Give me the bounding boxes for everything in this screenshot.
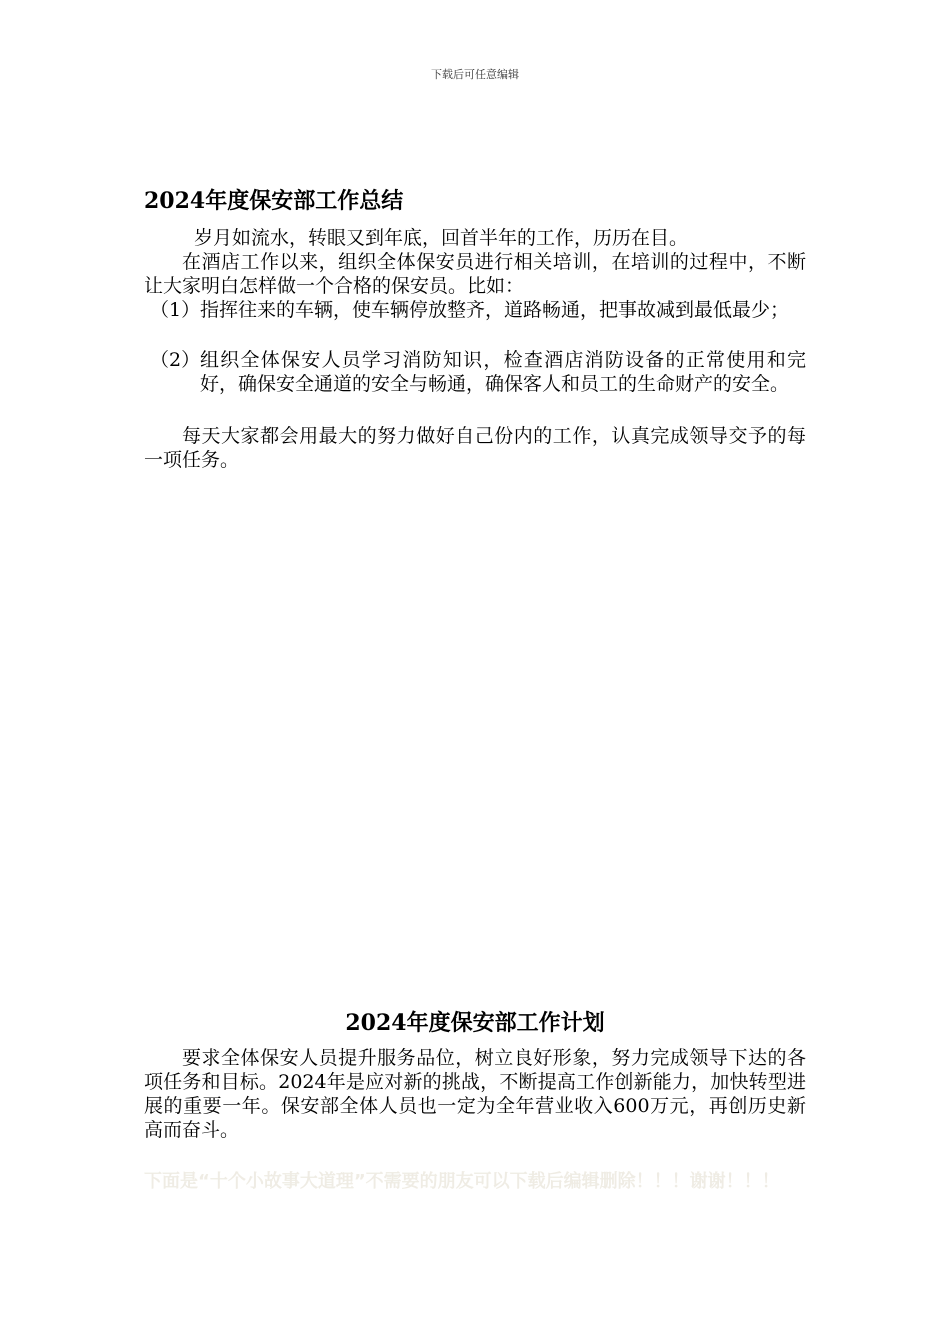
list-item-text: 组织全体保安人员学习消防知识，检查酒店消防设备的正常使用和完好，确保安全通道的安全与畅通，确保客人和员工的生命财产的安全。	[200, 349, 806, 395]
summary-training-paragraph: 在酒店工作以来，组织全体保安员进行相关培训，在培训的过程中，不断让大家明白怎样做一个合格的保安员。比如：	[144, 251, 806, 297]
plan-title: 2024年度保安部工作计划	[345, 1010, 605, 1036]
summary-title: 2024年度保安部工作总结	[144, 188, 404, 214]
summary-closing-paragraph: 每天大家都会用最大的努力做好自己份内的工作，认真完成领导交予的每一项任务。	[144, 425, 806, 471]
summary-intro-paragraph: 岁月如流水，转眼又到年底，回首半年的工作，历历在目。	[194, 227, 689, 249]
list-item	[150, 298, 806, 322]
footer-deletion-note: 下面是“十个小故事大道理”不需要的朋友可以下载后编辑删除！！！谢谢！！！	[144, 1171, 780, 1192]
list-item-number: （2）	[150, 349, 201, 371]
list-item-text: 指挥往来的车辆，使车辆停放整齐，道路畅通，把事故减到最低最少；	[200, 299, 790, 321]
list-item-number: （1）	[150, 299, 201, 321]
plan-paragraph: 要求全体保安人员提升服务品位，树立良好形象，努力完成领导下达的各项任务和目标。2024年是应对新的挑战，不断提高工作创新能力，加快转型进展的重要一年。保安部全体人员也一定为全年营业收入600万元，再创历史新高而奋斗。	[144, 1047, 806, 1141]
page-header-note: 下载后可任意编辑	[431, 68, 519, 81]
list-item	[150, 348, 806, 396]
